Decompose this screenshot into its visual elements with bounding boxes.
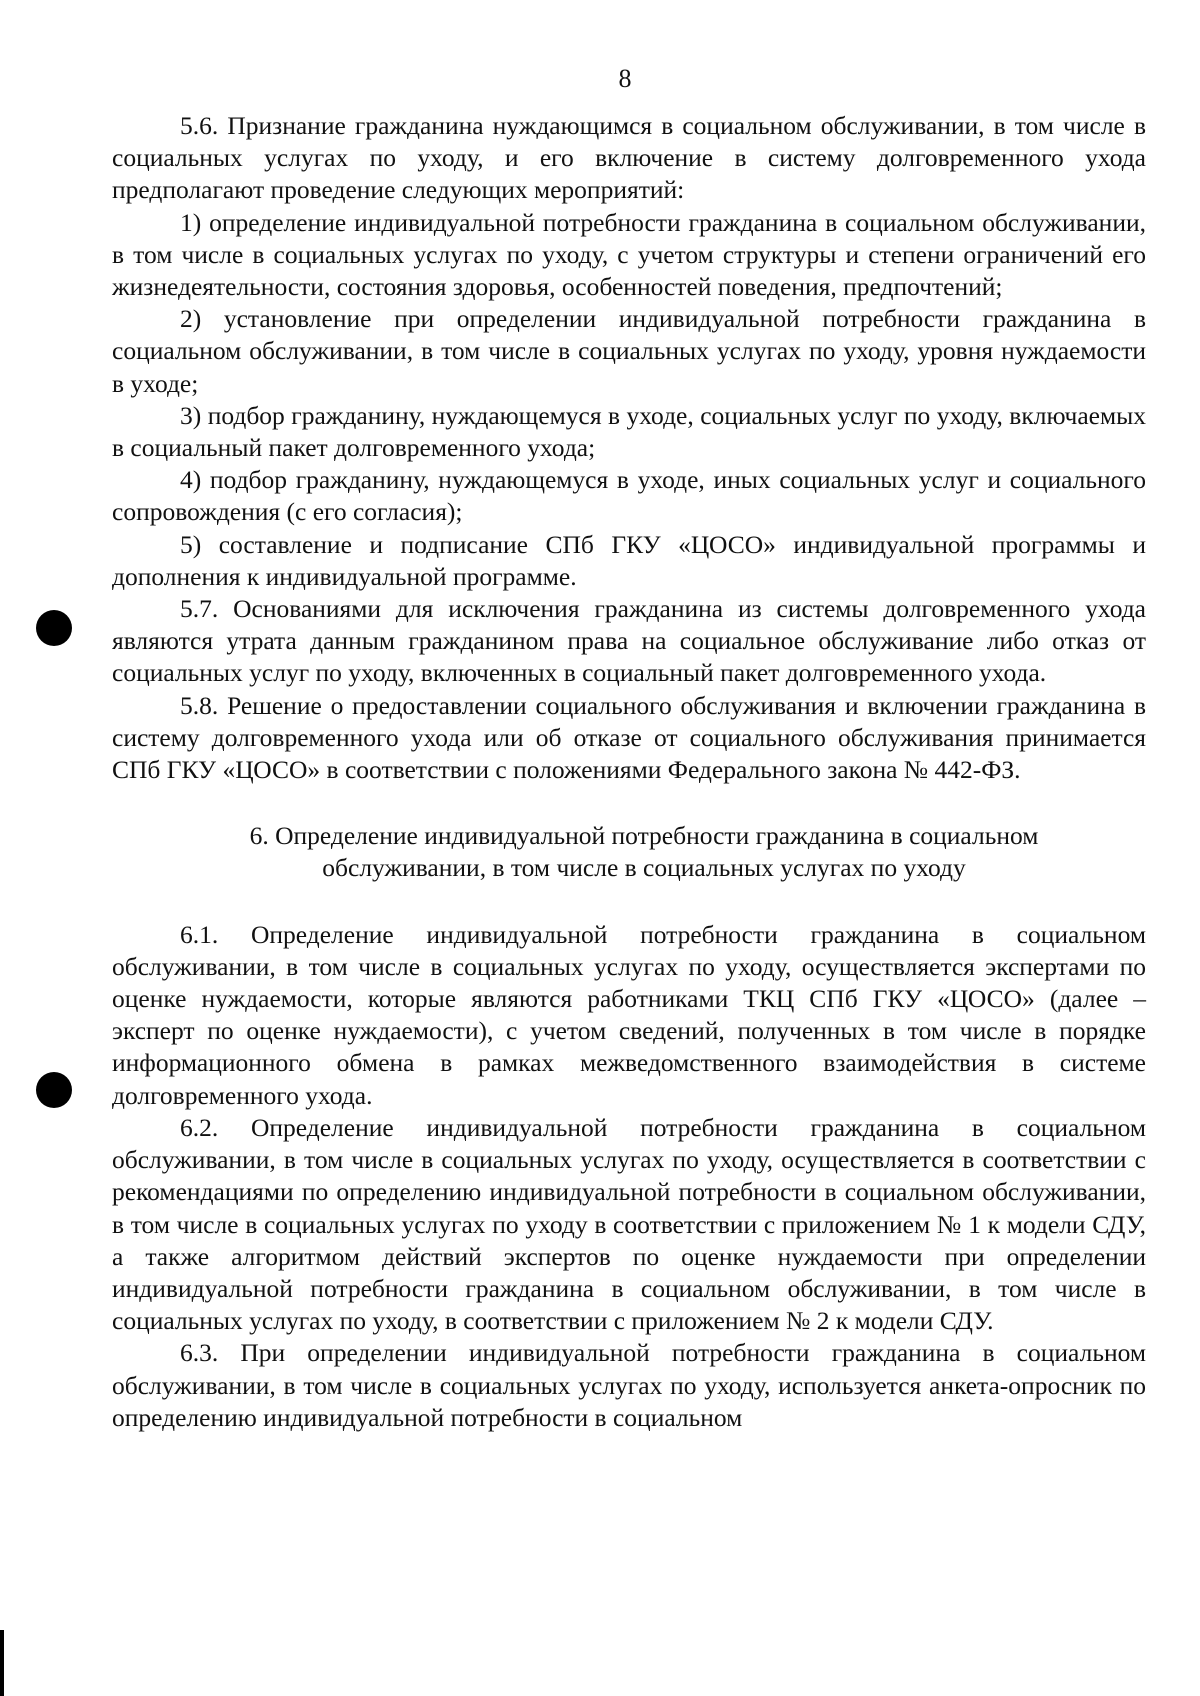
section-heading (112, 820, 1146, 884)
punch-hole-mark (36, 1072, 72, 1108)
paragraph-5-7: 5.7. Основаниями для исключения гражданина из системы долговременного ухода являются утрата данным гражданином права на социальное обслуживание либо отказ от социальных услуг по уходу, включенных в социальный пакет долговременного ухода. (112, 594, 1146, 688)
page-number: 8 (618, 64, 632, 93)
paragraph-5-8: 5.8. Решение о предоставлении социального обслуживания и включении гражданина в систему долговременного ухода или об отказе от социального обслуживания принимается СПб ГКУ «ЦОСО» в соответствии с положениями Федерального закона № 442-ФЗ. (112, 690, 1146, 785)
paragraph-6-1: 6.1. Определение индивидуальной потребности гражданина в социальном обслуживании, в том числе в социальных услугах по уходу, осуществляется экспертами по оценке нуждаемости, которые являются работниками ТКЦ СПб ГКУ «ЦОСО» (далее – эксперт по оценке нуждаемости), с учетом сведений, полученных в том числе в порядке информационного обмена в рамках межведомственного взаимодействия в системе долговременного ухода. (112, 919, 1146, 1110)
paragraph-5-6: 5.6. Признание гражданина нуждающимся в социальном обслуживании, в том числе в социальных услугах по уходу, и его включение в систему долговременного ухода предполагают проведение следующих мероприятий: (112, 111, 1146, 205)
list-item-1: 1) определение индивидуальной потребности гражданина в социальном обслуживании, в том числе в социальных услугах по уходу, с учетом структуры и степени ограничений его жизнедеятельности, состояния здоровья, особенностей поведения, предпочтений; (112, 207, 1146, 302)
list-item-3: 3) подбор гражданину, нуждающемуся в уходе, социальных услуг по уходу, включаемых в социальный пакет долговременного ухода; (112, 400, 1146, 463)
punch-hole-mark (36, 610, 72, 646)
scan-edge-line (0, 1630, 4, 1696)
paragraph-6-2: 6.2. Определение индивидуальной потребности гражданина в социальном обслуживании, в том числе в социальных услугах по уходу, осуществляется в соответствии с рекомендациями по определению индивидуальной потребности в социальном обслуживании, в том числе в социальных услугах по уходу в соответствии с приложением № 1 к модели СДУ, а также алгоритмом действий экспертов по оценке нуждаемости при определении индивидуальной потребности гражданина в социальном обслуживании, в том числе в социальных услугах по уходу, в соответствии с приложением № 2 к модели СДУ. (112, 1112, 1146, 1336)
list-item-4: 4) подбор гражданину, нуждающемуся в уходе, иных социальных услуг и социального сопровождения (с его согласия); (112, 465, 1146, 527)
section-heading-line-2: обслуживании, в том числе в социальных услугах по уходу (322, 853, 966, 883)
list-item-5: 5) составление и подписание СПб ГКУ «ЦОСО» индивидуальной программы и дополнения к индивидуальной программе. (112, 529, 1146, 591)
document-body (112, 110, 1146, 1434)
section-heading-line-1: 6. Определение индивидуальной потребности гражданина в социальном (249, 821, 1039, 851)
paragraph-6-3: 6.3. При определении индивидуальной потребности гражданина в социальном обслуживании, в том числе в социальных услугах по уходу, используется анкета-опросник по определению индивидуальной потребности в социальном (112, 1338, 1146, 1432)
list-item-2: 2) установление при определении индивидуальной потребности гражданина в социальном обслуживании, в том числе в социальных услугах по уходу, уровня нуждаемости в уходе; (112, 304, 1146, 398)
